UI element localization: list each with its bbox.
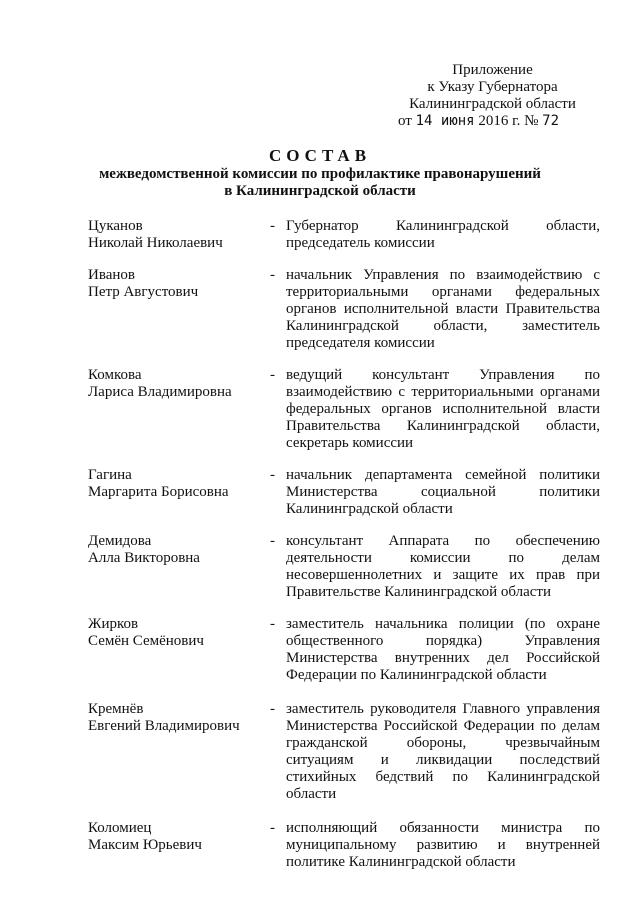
member-given-names: Лариса Владимировна [88,384,232,400]
members-list [88,218,600,870]
member-name [88,218,268,252]
member-dash: - [270,820,275,836]
appendix-date-line [390,113,595,130]
appendix-region-line: Калининградской области [409,96,576,112]
member-position: заместитель начальника полиции (по охране общественного порядка) Управления Министерства внутренних дел Российской Федерации по Калининградской области [286,616,600,683]
member-surname: Иванов [88,267,135,283]
member-name [88,701,268,735]
member-position: начальник Управления по взаимодействию с территориальными органами федеральных органов исполнительной власти Правительства Калининградской области, заместитель председателя комиссии [286,267,600,351]
appendix-decree-line: к Указу Губернатора [427,79,558,95]
member-surname: Кремнёв [88,701,144,717]
date-handwritten: 14 июня [415,113,475,129]
document-title: СОСТАВ [268,146,372,165]
title-block [0,146,640,200]
decree-number: 72 [542,113,560,129]
member-given-names: Николай Николаевич [88,235,223,251]
member-name [88,467,268,501]
member-dash: - [270,267,275,283]
member-surname: Жирков [88,616,139,632]
member-surname: Коломиец [88,820,152,836]
member-entry [88,533,600,601]
member-position: ведущий консультант Управления по взаимодействию с территориальными органами федеральных органов исполнительной власти Правительства Калининградской области, секретарь комиссии [286,367,600,451]
member-dash: - [270,218,275,234]
appendix-label: Приложение [452,62,533,78]
date-year: 2016 г. № [478,113,539,129]
member-dash: - [270,701,275,717]
document-subtitle-line1: межведомственной комиссии по профилактике правонарушений [99,166,541,182]
member-entry [88,467,600,518]
member-entry [88,218,600,252]
member-position: Губернатор Калининградской области, председатель комиссии [286,218,600,251]
member-surname: Цуканов [88,218,143,234]
member-position: исполняющий обязанности министра по муниципальному развитию и внутренней политике Калининградской области [286,820,600,870]
member-surname: Комкова [88,367,142,383]
member-position: консультант Аппарата по обеспечению деятельности комиссии по делам несовершеннолетних и защите их прав при Правительстве Калининградской области [286,533,600,600]
member-name [88,267,268,301]
member-name [88,616,268,650]
member-entry [88,367,600,452]
member-position: начальник департамента семейной политики Министерства социальной политики Калининградской области [286,467,600,517]
member-entry [88,820,600,871]
member-name [88,533,268,567]
member-name [88,367,268,401]
document-subtitle-line2: в Калининградской области [224,183,416,199]
member-given-names: Семён Семёнович [88,633,204,649]
member-entry [88,267,600,352]
member-dash: - [270,367,275,383]
member-entry [88,616,600,684]
member-surname: Гагина [88,467,132,483]
member-entry [88,701,600,803]
member-dash: - [270,616,275,632]
member-dash: - [270,533,275,549]
member-name [88,820,268,854]
member-surname: Демидова [88,533,152,549]
member-given-names: Евгений Владимирович [88,718,240,734]
appendix-header [390,62,595,130]
date-prefix: от [398,113,412,129]
member-given-names: Петр Августович [88,284,199,300]
member-given-names: Маргарита Борисовна [88,484,229,500]
member-position: заместитель руководителя Главного управления Министерства Российской Федерации по делам гражданской обороны, чрезвычайным ситуациям и ликвидации последствий стихийных бедствий по Калининградской области [286,701,600,802]
member-given-names: Максим Юрьевич [88,837,202,853]
member-given-names: Алла Викторовна [88,550,200,566]
member-dash: - [270,467,275,483]
